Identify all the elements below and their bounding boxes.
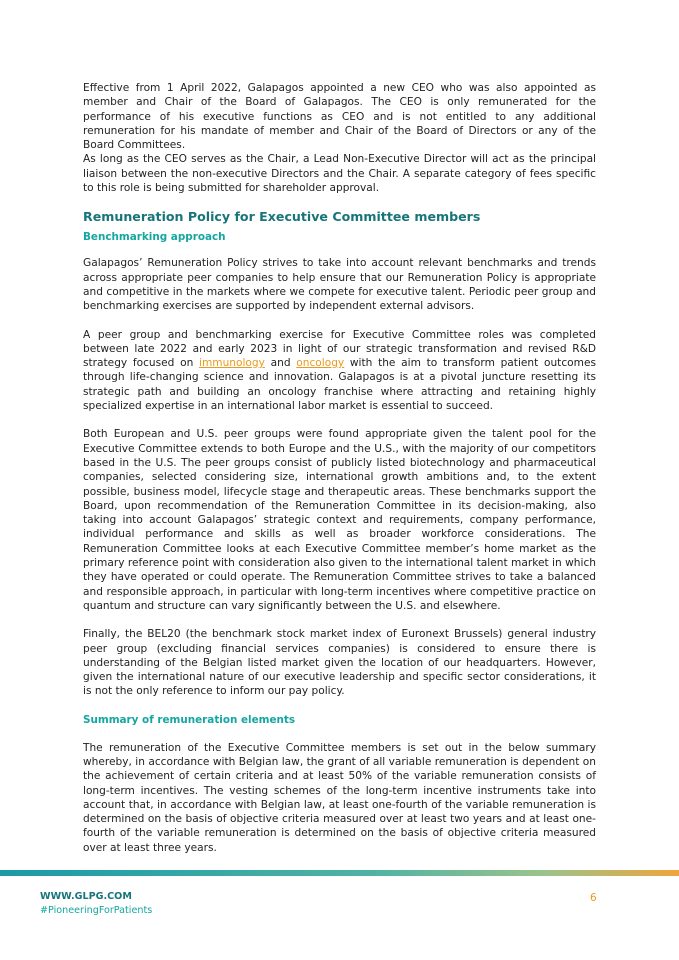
benchmarking-paragraph-4: Finally, the BEL20 (the benchmark stock market index of Euronext Brussels) general industry peer group (excluding financial services companies) is considered to ensure there is understanding of the Belgian listed market given the location of our headquarters. However, given the international nature of our executive leadership and specific sector considerations, it is not the only reference to inform our pay policy. (83, 628, 596, 698)
benchmarking-heading: Benchmarking approach (83, 231, 226, 244)
benchmarking-paragraph-3: Both European and U.S. peer groups were found appropriate given the talent pool for the Executive Committee extends to both Europe and the U.S., with the majority of our competitors based in the U.S. The peer groups consist of publicly listed biotechnology and pharmaceutical companies, selected considering size, international growth ambitions and, to the extent possible, business model, lifecycle stage and therapeutic areas. These benchmarks support the Board, upon recommendation of the Remuneration Committee in its decision-making, also taking into account Galapagos’ strategic context and requirements, company performance, individual performance and skills as well as broader workforce considerations. The Remuneration Committee looks at each Executive Committee member’s home market as the primary reference point with consideration also given to the international talent market in which they have operated or could operate. The Remuneration Committee strives to take a balanced and responsible approach, in particular with long-term incentives where competitive practice on quantum and structure can vary significantly between the U.S. and elsewhere. (83, 428, 596, 612)
immunology-link[interactable]: immunology (199, 357, 265, 370)
footer-divider (0, 870, 679, 876)
intro-paragraph-1: Effective from 1 April 2022, Galapagos appointed a new CEO who was also appointed as member and Chair of the Board of Galapagos. The CEO is only remunerated for the performance of his executive functions as CEO and is not entitled to any additional remuneration for his mandate of member and Chair of the Board of Directors or any of the Board Committees. (83, 82, 596, 152)
benchmarking-paragraph-2 (83, 328, 596, 414)
paragraph-text: with the aim to transform patient outcomes through life-changing science and innovation. Galapagos is at a pivotal juncture resetting its strategic path and building an oncology franchise where attracting and retaining highly specialized expertise in an international labor market is essential to succeed. (83, 357, 596, 413)
footer-website-link[interactable]: WWW.GLPG.COM (40, 891, 132, 902)
footer-hashtag: #PioneeringForPatients (40, 905, 153, 916)
page-number: 6 (590, 892, 597, 904)
oncology-link[interactable]: oncology (296, 357, 345, 370)
spacer (83, 195, 596, 209)
summary-heading: Summary of remuneration elements (83, 713, 296, 726)
section-title: Remuneration Policy for Executive Committee members (83, 209, 481, 225)
paragraph-text: A peer group and benchmarking exercise for Executive Committee roles was completed between late 2022 and early 2023 in light of our strategic transformation and revised R&D strategy focused on (83, 328, 596, 370)
intro-paragraph-2: As long as the CEO serves as the Chair, a Lead Non-Executive Director will act as the principal liaison between the non-executive Directors and the Chair. A separate category of fees specific to this role is being submitted for shareholder approval. (83, 153, 596, 195)
benchmarking-paragraph-1: Galapagos’ Remuneration Policy strives to take into account relevant benchmarks and trends across appropriate peer companies to help ensure that our Remuneration Policy is appropriate and competitive in the markets where we compete for executive talent. Periodic peer group and benchmarking exercises are supported by independent external advisors. (83, 257, 596, 313)
page-body (83, 81, 596, 855)
summary-paragraph-1: The remuneration of the Executive Committee members is set out in the below summary whereby, in accordance with Belgian law, the grant of all variable remuneration is dependent on the achievement of certain criteria and at least 50% of the variable remuneration consists of long-term incentives. The vesting schemes of the long-term incentive instruments take into account that, in accordance with Belgian law, at least one-fourth of the variable remuneration is determined on the basis of objective criteria measured over at least two years and at least one-fourth of the variable remuneration is determined on the basis of objective criteria measured over at least three years. (83, 741, 596, 854)
paragraph-text: and (264, 357, 297, 370)
